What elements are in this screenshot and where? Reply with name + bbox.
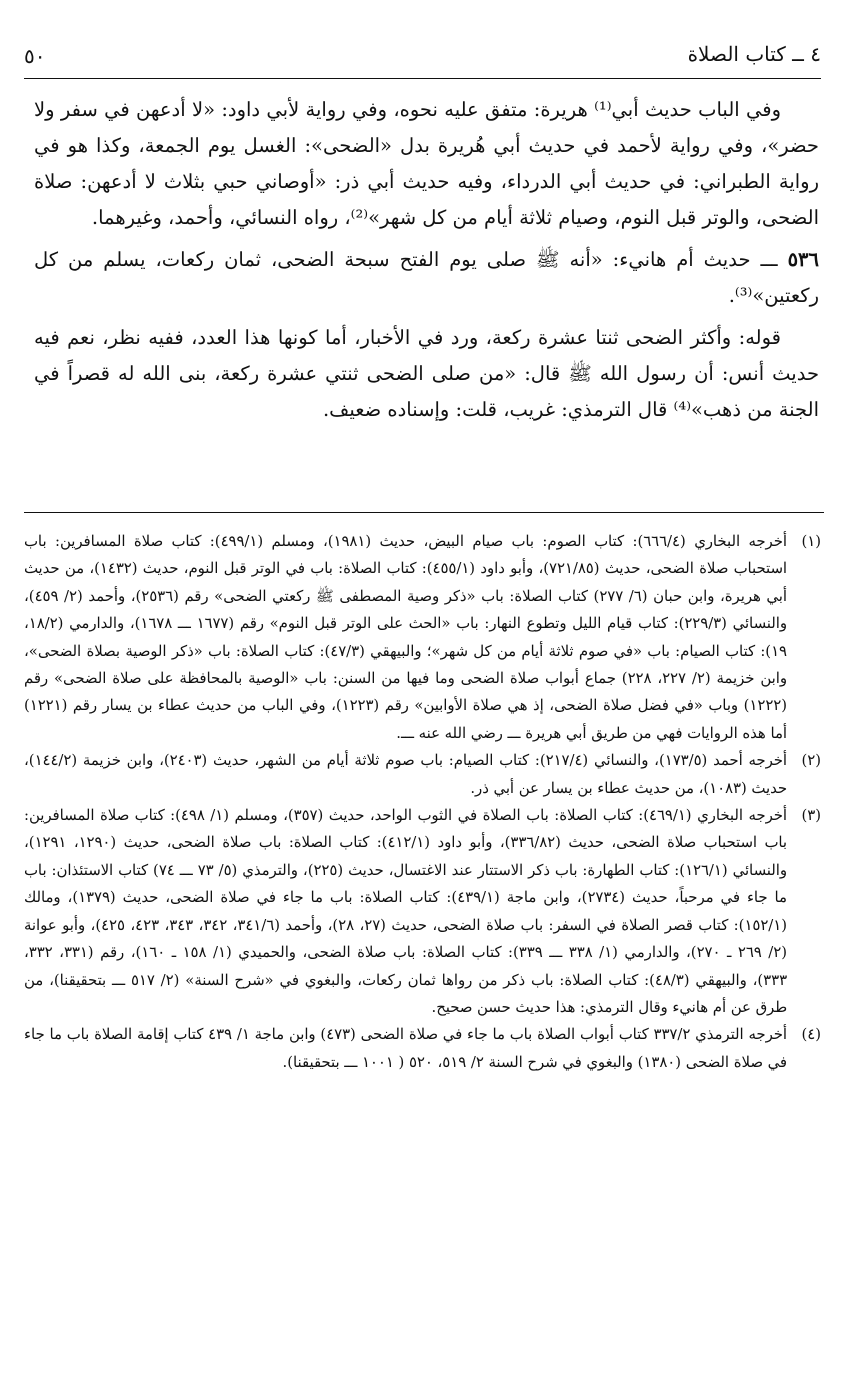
footnote-separator xyxy=(24,512,824,513)
footnote-text: أخرجه الترمذي ٣٣٧/٢ كتاب أبواب الصلاة باب ما جاء في صلاة الضحى (٤٧٣) وابن ماجة ١/ ٤٣٩ كتاب إقامة الصلاة باب ما جاء في صلاة الضحى (١٣٨٠) والبغوي في شرح السنة ٢/ ٥١٩، ٥٢٠ ( ١٠٠١ ـــ بتحقيقنا). xyxy=(24,1026,788,1071)
footnote xyxy=(24,1021,821,1076)
page-number: ٥٠ xyxy=(24,44,46,68)
footnote-text: أخرجه أحمد (١٧٣/٥)، والنسائي (٢١٧/٤): كتاب الصيام: باب صوم ثلاثة أيام من الشهر، حديث (٢٤٠٣)، وابن خزيمة (١٤٤/٢)، حديث (١٠٨٣)، من حديث عطاء بن يسار عن أبي ذر. xyxy=(24,752,787,797)
hadith-number: ٥٣٦ xyxy=(787,248,819,271)
paragraph: وفي الباب حديث أبي⁽¹⁾ هريرة: متفق عليه نحوه، وفي رواية لأبي داود: «لا أدعهن في سفر ولا حضر»، وفي رواية لأحمد في حديث أبي هُريرة بدل «الضحى»: الغسل يوم الجمعة، وكذا هو في رواية الطبراني: في حديث أبي الدرداء، وفيه حديث أبي ذر: «أوصاني حبي بثلاث لا أدعهن: صلاة الضحى، والوتر قبل النوم، وصيام ثلاثة أيام من كل شهر»⁽²⁾، رواه النسائي، وأحمد، وغيرهما. xyxy=(34,98,819,229)
footnotes xyxy=(24,528,821,1076)
footnote-text: أخرجه البخاري (٤٦٩/١): كتاب الصلاة: باب الصلاة في الثوب الواحد، حديث (٣٥٧)، ومسلم (١/ ٤٩٨): كتاب صلاة المسافرين: باب استحباب صلاة الضحى، حديث (٣٣٦/٨٢)، وأبو داود (٤١٢/١): كتاب الصلاة: باب صلاة الضحى، حديث (١٢٩٠، ١٢٩١)، والنسائي (١٢٦/١): كتاب الطهارة: باب ذكر الاستتار عند الاغتسال، حديث (٢٢٥)، والترمذي (٥/ ٧٣ ـــ ٧٤) كتاب الاستئذان: باب ما جاء في مرحباً، حديث (٢٧٣٤)، وابن ماجة (٤٣٩/١): كتاب الصلاة: باب ما جاء في صلاة الضحى، حديث (١٣٧٩)، ومالك (١٥٢/١): كتاب قصر الصلاة في السفر: باب صلاة الضحى، حديث (٢٧، ٢٨)، وأحمد (٣٤١/٦، ٣٤٢، ٣٤٣، ٤٢٣، ٤٢٥)، وأبو عوانة (٢/ ٢٦٩ ـ ٢٧٠)، والدارمي (١/ ٣٣٨ ـــ ٣٣٩): كتاب الصلاة: باب صلاة الضحى، والحميدي (١/ ١٥٨ ـ ١٦٠)، رقم (٣٣١، ٣٣٢، ٣٣٣)، والبيهقي (٤٨/٣): كتاب الصلاة: باب ذكر من رواها ثمان ركعات، والبغوي في «شرح السنة» (٢/ ٥١٧ ـــ بتحقيقنا)، من طرق عن أم هانيء وقال الترمذي: هذا حديث حسن صحيح. xyxy=(24,807,788,1016)
footnote xyxy=(24,802,821,1021)
main-text xyxy=(34,92,819,434)
footnote xyxy=(24,747,821,802)
footnote xyxy=(24,528,821,747)
footnote-label: (٤) xyxy=(801,1026,821,1044)
paragraph: قوله: وأكثر الضحى ثنتا عشرة ركعة، ورد في الأخبار، أما كونها هذا العدد، ففيه نظر، نعم فيه حديث أنس: أن رسول الله ﷺ قال: «من صلى الضحى ثنتي عشرة ركعة، بنى الله له قصراً في الجنة من ذهب»⁽⁴⁾ قال الترمذي: غريب، قلت: وإسناده ضعيف. xyxy=(34,326,819,421)
page-header xyxy=(24,38,821,79)
footnote-label: (٣) xyxy=(801,807,821,825)
hadith-text: ـــ حديث أم هانيء: «أنه ﷺ صلى يوم الفتح سبحة الضحى، ثمان ركعات، يسلم من كل ركعتين»⁽³⁾. xyxy=(34,248,819,307)
footnote-label: (١) xyxy=(801,533,821,550)
footnote-text: أخرجه البخاري (٦٦٦/٤): كتاب الصوم: باب صيام البيض، حديث (١٩٨١)، ومسلم (٤٩٩/١): كتاب صلاة المسافرين: باب استحباب صلاة الضحى، حديث (٧٢١/٨٥)، وأبو داود (٤٥٥/١): كتاب الصلاة: باب في الوتر قبل النوم، حديث (١٤٣٢)، من حديث أبي هريرة، وابن حبان (٦/ ٢٧٧) كتاب الصلاة: باب «ذكر وصية المصطفى ﷺ ركعتي الضحى» رقم (٢٥٣٦)، وأحمد (٢/ ٤٥٩)، والنسائي (٢٢٩/٣): كتاب قيام الليل وتطوع النهار: باب «الحث على الوتر قبل النوم» رقم (١٦٧٧ ـــ ١٦٧٨)، والدارمي (١٨/٢، ١٩): كتاب الصيام: باب «في صوم ثلاثة أيام من كل شهر»؛ والبيهقي (٤٧/٣): كتاب الصلاة: باب «ذكر الوصية بصلاة الضحى»، وابن خزيمة (٢/ ٢٢٧، ٢٢٨) جماع أبواب صلاة الضحى وما فيها من السنن: باب «الوصية بالمحافظة على صلاة الضحى» رقم (١٢٢٢) وباب «في فضل صلاة الضحى، إذ هي صلاة الأوابين» رقم (١٢٢٣)، وفي الباب من حديث عطاء بن يسار رقم (١٢٢١) أما هذه الروايات فهي من طريق أبي هريرة ـــ رضي الله عنه ـــ. xyxy=(24,533,787,742)
hadith-paragraph xyxy=(34,242,819,314)
footnote-label: (٢) xyxy=(801,752,821,770)
running-head: ٤ ــ كتاب الصلاة xyxy=(687,42,821,66)
